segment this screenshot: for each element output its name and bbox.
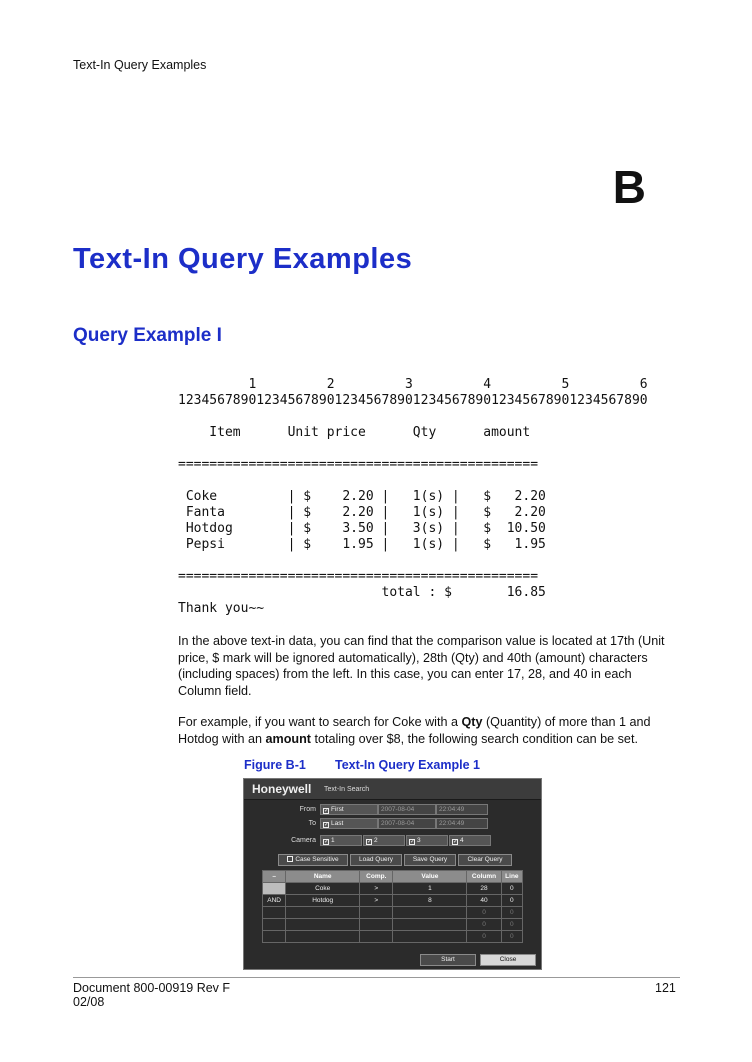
item-row: Pepsi | $ 1.95 | 1(s) | $ 1.95: [178, 537, 546, 552]
checkbox-icon: ✓: [410, 839, 416, 845]
section-title: Query Example I: [73, 325, 222, 346]
text-in-search-screenshot: [243, 778, 542, 970]
checkbox-icon: ✓: [324, 839, 330, 845]
item-row: Hotdog | $ 3.50 | 3(s) | $ 10.50: [178, 521, 546, 536]
figure-number: Figure B-1: [244, 758, 306, 772]
from-first-option[interactable]: ✓ First: [320, 804, 378, 815]
ruler-tens: 1 2 3 4 5 6: [178, 377, 648, 392]
running-header: Text-In Query Examples: [73, 58, 207, 72]
table-row[interactable]: 0 0: [263, 907, 523, 919]
checkbox-icon: ✓: [324, 822, 330, 828]
honeywell-logo: Honeywell: [252, 782, 312, 796]
table-row[interactable]: AND Hotdog > 8 40 0: [263, 895, 523, 907]
rule-bottom: ==============================================: [178, 569, 539, 584]
table-row[interactable]: 0 0: [263, 919, 523, 931]
bold-amount: amount: [265, 731, 311, 746]
item-row: Fanta | $ 2.20 | 1(s) | $ 2.20: [178, 505, 546, 520]
table-row[interactable]: 0 0: [263, 931, 523, 943]
case-sensitive-button[interactable]: Case Sensitive: [278, 854, 348, 866]
appendix-letter: B: [612, 161, 646, 213]
column-header: Value: [393, 871, 467, 883]
column-header: –: [263, 871, 286, 883]
to-date-field[interactable]: 2007-08-04: [378, 818, 436, 829]
close-button[interactable]: Close: [480, 954, 536, 966]
figure-title: Text-In Query Example 1: [335, 758, 480, 772]
load-query-button[interactable]: Load Query: [350, 854, 402, 866]
dialog-title: Text-In Search: [324, 786, 370, 793]
ruler-digits: 123456789012345678901234567890123456789012345678901234567890: [178, 393, 648, 408]
save-query-button[interactable]: Save Query: [404, 854, 456, 866]
start-button[interactable]: Start: [420, 954, 476, 966]
query-table: [262, 870, 523, 943]
column-header: Name: [286, 871, 360, 883]
page-number: 121: [655, 981, 676, 995]
paragraph-explanation: In the above text-in data, you can find that the comparison value is located at 17th (Unit price, $ mark will be ignored automatically), 28th (Qty) and 40th (amount) characters (including spaces) from the left. In this case, you can enter 17, 28, and 40 in each Column field.: [178, 634, 665, 698]
rule-top: ==============================================: [178, 457, 539, 472]
camera-2-checkbox[interactable]: ✓ 2: [363, 835, 405, 846]
columns-line: Item Unit price Qty amount: [178, 425, 531, 440]
camera-4-checkbox[interactable]: ✓ 4: [449, 835, 491, 846]
figure-caption: [244, 758, 480, 772]
footer-date: 02/08: [73, 995, 105, 1009]
from-time-field[interactable]: 22:04:49: [436, 804, 488, 815]
checkbox-icon: ✓: [367, 839, 373, 845]
dialog-header: [244, 779, 541, 800]
column-header: Line: [501, 871, 522, 883]
chapter-title: Text-In Query Examples: [73, 243, 413, 275]
item-row: Coke | $ 2.20 | 1(s) | $ 2.20: [178, 489, 546, 504]
to-last-option[interactable]: ✓ Last: [320, 818, 378, 829]
column-header: Comp.: [360, 871, 393, 883]
total-line: total : $ 16.85: [178, 585, 546, 600]
text-sample: [178, 377, 648, 617]
paragraph-example: For example, if you want to search for Coke with a Qty (Quantity) of more than 1 and Hotdog with an amount totaling over $8, the following search condition can be set.: [178, 715, 651, 746]
table-header-row: [263, 871, 523, 883]
camera-3-checkbox[interactable]: ✓ 3: [406, 835, 448, 846]
footer-document-number: Document 800-00919 Rev F: [73, 981, 231, 995]
to-label: To: [308, 820, 316, 827]
closing-line: Thank you~~: [178, 601, 265, 616]
table-row[interactable]: Coke > 1 28 0: [263, 883, 523, 895]
footer-document-info: [73, 981, 230, 1009]
checkbox-icon: ✓: [324, 808, 330, 814]
camera-1-checkbox[interactable]: ✓ 1: [320, 835, 362, 846]
clear-query-button[interactable]: Clear Query: [458, 854, 512, 866]
from-date-field[interactable]: 2007-08-04: [378, 804, 436, 815]
camera-label: Camera: [291, 837, 316, 844]
bold-qty: Qty: [461, 715, 483, 729]
column-header: Column: [467, 871, 501, 883]
checkbox-icon: ✓: [453, 839, 459, 845]
footer-divider: [73, 977, 680, 978]
from-label: From: [299, 806, 316, 813]
to-time-field[interactable]: 22:04:49: [436, 818, 488, 829]
checkbox-icon: [287, 856, 293, 862]
